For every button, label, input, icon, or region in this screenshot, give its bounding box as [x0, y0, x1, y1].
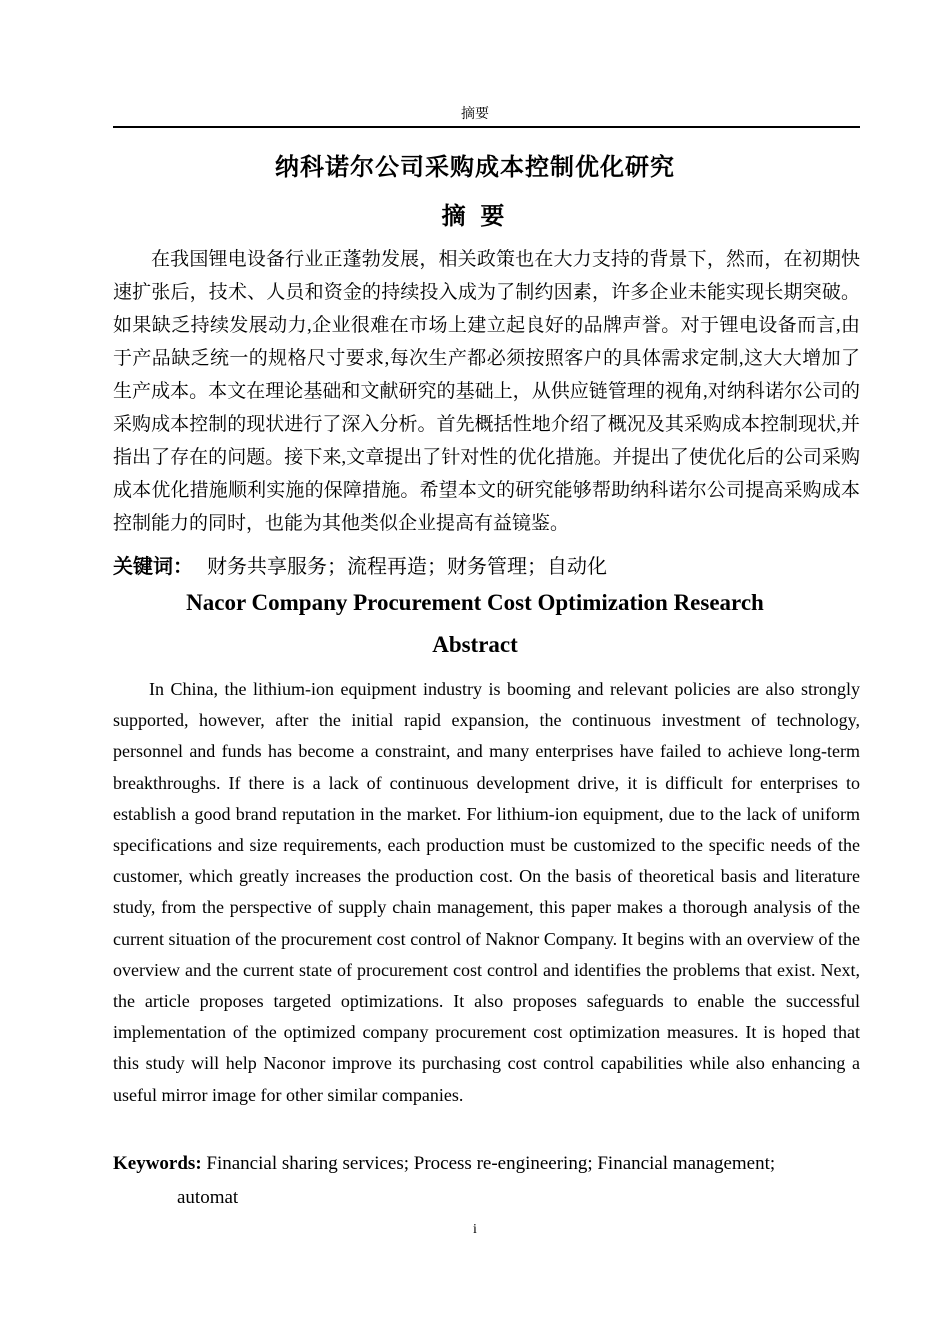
chinese-keywords-label: 关键词：: [113, 556, 193, 578]
english-thesis-title: Nacor Company Procurement Cost Optimization Research: [186, 590, 764, 615]
english-keywords-continuation: automat: [177, 1187, 239, 1208]
page-number: i: [473, 1222, 477, 1237]
running-header: 摘要: [461, 107, 489, 122]
english-keywords-line: [113, 1148, 860, 1179]
chinese-keywords-text: 财务共享服务；流程再造；财务管理；自动化: [207, 556, 607, 578]
chinese-abstract-body: 在我国锂电设备行业正蓬勃发展，相关政策也在大力支持的背景下，然而，在初期快速扩张后，技术、人员和资金的持续投入成为了制约因素，许多企业未能实现长期突破。如果缺乏持续发展动力,企业很难在市场上建立起良好的品牌声誉。对于锂电设备而言,由于产品缺乏统一的规格尺寸要求,每次生产都必须按照客户的具体需求定制,这大大增加了生产成本。本文在理论基础和文献研究的基础上，从供应链管理的视角,对纳科诺尔公司的采购成本控制的现状进行了深入分析。首先概括性地介绍了概况及其采购成本控制现状,并指出了存在的问题。接下来,文章提出了针对性的优化措施。并提出了使优化后的公司采购成本优化措施顺利实施的保障措施。希望本文的研究能够帮助纳科诺尔公司提高采购成本控制能力的同时，也能为其他类似企业提高有益镜鉴。: [113, 249, 860, 534]
english-keywords-text: Financial sharing services; Process re-engineering; Financial management;: [206, 1153, 776, 1174]
english-keywords-label: Keywords:: [113, 1153, 202, 1174]
english-abstract-body: In China, the lithium-ion equipment industry is booming and relevant policies are also strongly supported, however, after the initial rapid expansion, the continuous investment of technology, personnel and funds has become a constraint, and many enterprises have failed to achieve long-term breakthroughs. If there is a lack of continuous development drive, it is difficult for enterprises to establish a good brand reputation in the market. For lithium-ion equipment, due to the lack of uniform specifications and size requirements, each production must be customized to the specific needs of the customer, which greatly increases the production cost. On the basis of theoretical basis and literature study, from the perspective of supply chain management, this paper makes a thorough analysis of the current situation of the procurement cost control of Naknor Company. It begins with an overview of the overview and the current state of procurement cost control and identifies the problems that exist. Next, the article proposes targeted optimizations. It also proposes safeguards to enable the successful implementation of the optimized company procurement cost optimization measures. It is hoped that this study will help Naconor improve its purchasing cost control capabilities while also enhancing a useful mirror image for other similar companies.: [113, 679, 860, 1105]
english-keywords-block: [113, 1148, 860, 1213]
english-abstract-heading: Abstract: [432, 632, 518, 657]
chinese-thesis-title: 纳科诺尔公司采购成本控制优化研究: [275, 154, 675, 181]
chinese-abstract-heading: 摘 要: [441, 203, 509, 230]
header-rule: [113, 126, 860, 128]
chinese-keywords-line: [113, 554, 860, 580]
